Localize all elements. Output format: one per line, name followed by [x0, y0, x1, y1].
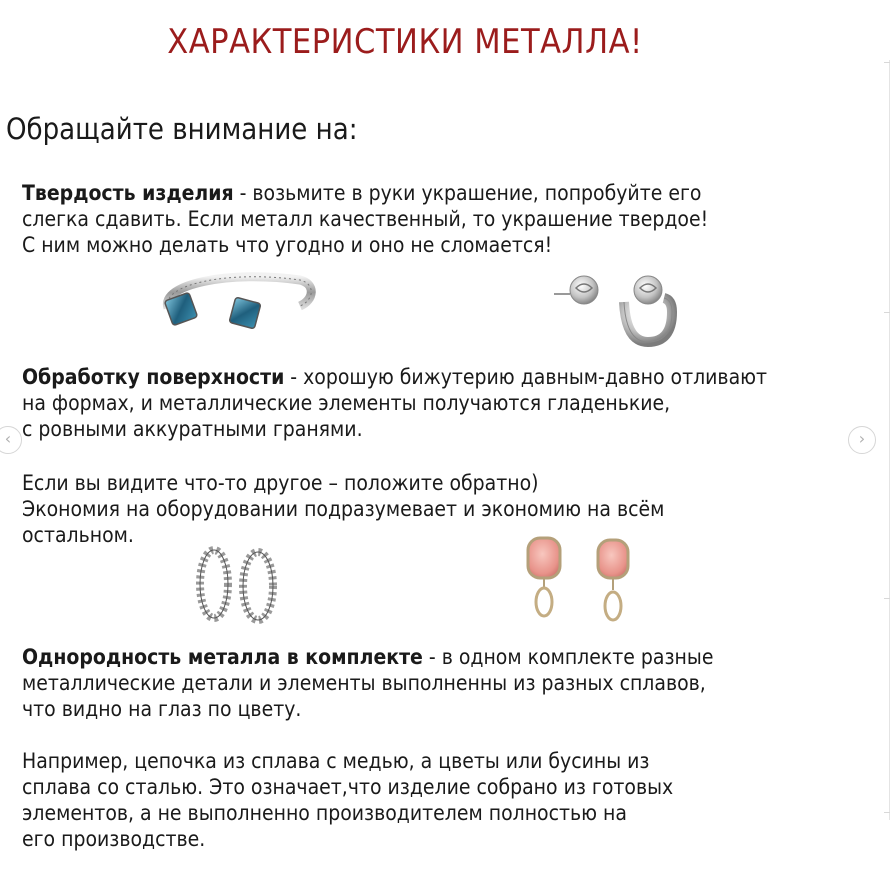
other-line-2: Экономия на оборудовании подразумевает и экономию на всём: [22, 497, 665, 521]
other-line-1: Если вы видите что-то другое – положите обратно): [22, 471, 539, 495]
surface-text-1: - хорошую бижутерию давным-давно отливают: [284, 365, 768, 389]
hardness-line-1: [22, 180, 842, 206]
uniformity-line-2: металлические детали и элементы выполненны из разных сплавов,: [22, 671, 706, 695]
example-paragraph: [22, 748, 822, 852]
uniformity-heading: Однородность металла в комплекте: [22, 645, 423, 669]
hardness-line-2: слегка сдавить. Если металл качественный, то украшение твердое!: [22, 207, 709, 231]
subtitle: Обращайте внимание на:: [6, 112, 358, 146]
hardness-text-1: - возьмите в руки украшение, попробуйте его: [233, 181, 702, 205]
hardness-heading: Твердость изделия: [22, 181, 234, 205]
example-line-1: Например, цепочка из сплава с медью, а цветы или бусины из: [22, 749, 650, 773]
hardness-paragraph: [22, 180, 842, 258]
rose-earrings-image: [546, 264, 696, 348]
bracelet-image: [140, 266, 320, 338]
other-paragraph: [22, 470, 822, 548]
uniformity-paragraph: [22, 644, 862, 722]
uniformity-line-1: [22, 644, 862, 670]
chevron-right-icon: ›: [858, 429, 866, 448]
example-line-3: элементов, а не выполненно производителем полностью на: [22, 801, 627, 825]
edge-tick: [884, 812, 890, 813]
other-line-3: остальном.: [22, 523, 134, 547]
surface-paragraph: [22, 364, 890, 442]
next-slide-button[interactable]: [848, 426, 876, 454]
uniformity-text-1: - в одном комплекте разные: [422, 645, 714, 669]
hardness-line-3: С ним можно делать что угодно и оно не сломается!: [22, 233, 553, 257]
page-title: ХАРАКТЕРИСТИКИ МЕТАЛЛА!: [167, 22, 643, 62]
surface-line-3: с ровными аккуратными гранями.: [22, 417, 363, 441]
example-line-2: сплава со сталью. Это означает,что изделие собрано из готовых: [22, 775, 674, 799]
edge-tick: [884, 598, 890, 599]
coral-earrings-image: [520, 534, 640, 626]
surface-heading: Обработку поверхности: [22, 365, 285, 389]
surface-line-2: на формах, и металлические элементы получаются гладенькие,: [22, 391, 671, 415]
uniformity-line-3: что видно на глаз по цвету.: [22, 697, 302, 721]
edge-tick: [884, 312, 890, 313]
edge-tick: [884, 62, 890, 63]
chevron-left-icon: ‹: [4, 429, 12, 448]
surface-line-1: [22, 364, 890, 390]
example-line-4: его производстве.: [22, 827, 206, 851]
beaded-hoops-image: [188, 538, 288, 628]
prev-slide-button[interactable]: [0, 426, 22, 454]
